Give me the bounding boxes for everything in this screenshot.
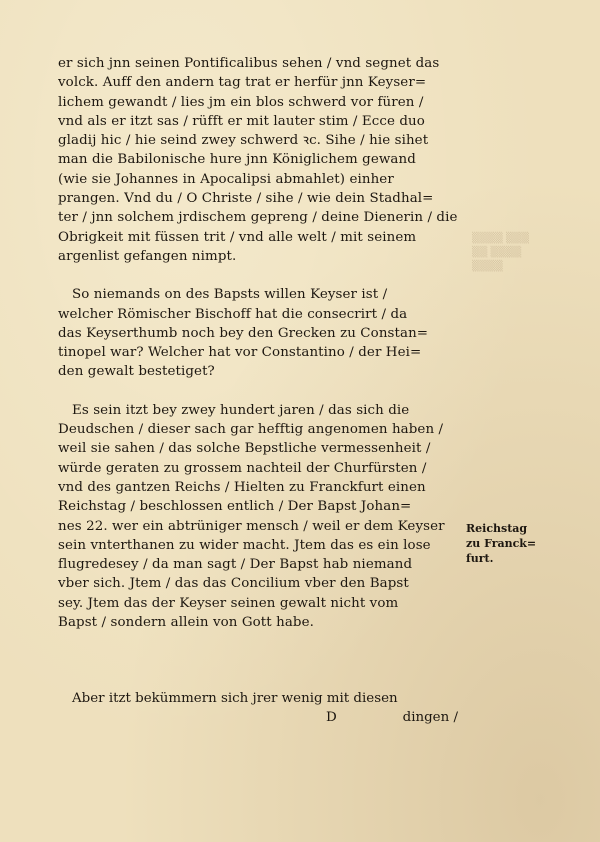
- text-line: Bapst / sondern allein von Gott habe.: [58, 615, 314, 631]
- text-line: tinopel war? Welcher hat vor Constantino / der Hei=: [58, 345, 422, 361]
- text-line: Obrigkeit mit füssen trit / vnd alle welt / mit seinem: [58, 229, 417, 245]
- marginal-note-line: Reichstag: [466, 522, 528, 535]
- text-line: sein vnterthanen zu wider macht. Jtem das es ein lose: [58, 537, 431, 553]
- text-line: sey. Jtem das der Keyser seinen gewalt nicht vom: [58, 595, 399, 611]
- text-line: er sich jnn seinen Pontificalibus sehen / vnd segnet das: [58, 56, 440, 71]
- text-line: würde geraten zu grossem nachteil der Churfürsten /: [58, 460, 427, 476]
- text-line: So niemands on des Bapsts willen Keyser ist /: [72, 287, 388, 303]
- marginal-note: [466, 521, 556, 566]
- catchword: dingen /: [402, 710, 458, 725]
- text-line: Es sein itzt bey zwey hundert jaren / das sich die: [72, 402, 410, 418]
- paragraph-gap: [58, 266, 458, 285]
- bleed-through-text: ▒▒▒▒ ▒▒▒ ▒▒ ▒▒▒▒ ▒▒▒▒: [472, 233, 530, 272]
- last-line-row: [58, 689, 458, 708]
- text-line: gladij hic / hie seind zwey schwerd ꝛc. Sihe / hie sihet: [58, 133, 429, 149]
- marginal-note-line: furt.: [466, 552, 494, 565]
- text-line: volck. Auff den andern tag trat er herfür jnn Keyser=: [58, 75, 427, 91]
- text-line: den gewalt bestetiget?: [58, 364, 215, 380]
- text-line: prangen. Vnd du / O Christe / sihe / wie dein Stadhal=: [58, 191, 434, 207]
- text-line: ter / jnn solchem jrdischem gepreng / deine Dienerin / die: [58, 210, 458, 226]
- text-line: argenlist gefangen nimpt.: [58, 248, 237, 264]
- main-text: [58, 54, 458, 632]
- text-line: Reichstag / beschlossen entlich / Der Bapst Johan=: [58, 499, 412, 515]
- text-line: Aber itzt bekümmern sich jrer wenig mit diesen: [72, 691, 398, 706]
- text-line: vber sich. Jtem / das das Concilium vber den Bapst: [58, 576, 409, 592]
- signature-mark: D: [326, 710, 337, 725]
- text-line: (wie sie Johannes in Apocalipsi abmahlet) einher: [58, 171, 394, 187]
- text-line: nes 22. wer ein abtrüniger mensch / weil er dem Keyser: [58, 518, 445, 534]
- text-line: weil sie sahen / das solche Bepstliche vermessenheit /: [58, 441, 431, 457]
- text-line: welcher Römischer Bischoff hat die consecrirt / da: [58, 306, 408, 322]
- marginal-note-line: zu Franck=: [466, 537, 537, 550]
- text-line: Deudschen / dieser sach gar hefftig angenomen haben /: [58, 422, 444, 438]
- text-line: flugredesey / da man sagt / Der Bapst hab niemand: [58, 557, 413, 573]
- text-line: vnd als er itzt sas / rüfft er mit lauter stim / Ecce duo: [58, 113, 425, 129]
- text-line: vnd des gantzen Reichs / Hielten zu Franckfurt einen: [58, 479, 426, 495]
- text-line: lichem gewandt / lies jm ein blos schwerd vor füren /: [58, 94, 424, 110]
- text-line: das Keyserthumb noch bey den Grecken zu Constan=: [58, 325, 429, 341]
- paragraph-gap: [58, 382, 458, 401]
- text-line: man die Babilonische hure jnn Königlichem gewand: [58, 152, 416, 168]
